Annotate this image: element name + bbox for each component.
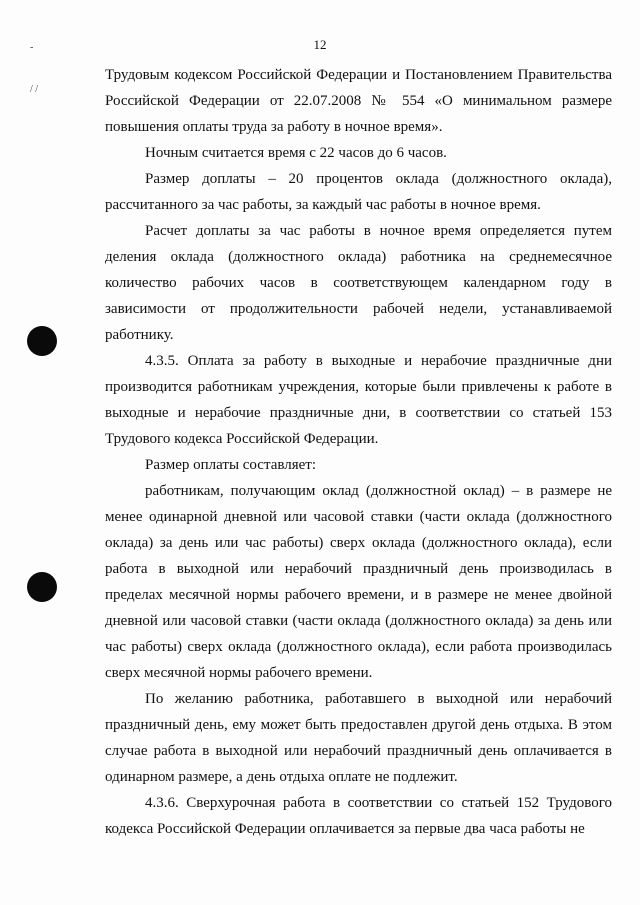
- paragraph-pay-size: Размер оплаты составляет:: [145, 457, 317, 473]
- paragraph-salaried-workers: работникам, получающим оклад (должностной оклад) – в размере не менее одинарной дневной или часовой ставки (части оклада (должностного оклада) за день или час работы) сверх оклада (должностного оклада), если работа в выходной или нерабочий праздничный день производилась в пределах месячной нормы рабочего времени, и в размере не менее двойной дневной или часовой ставки (части оклада (должностного оклада) за день или час работы) сверх оклада (должностного оклада), если работа производилась сверх месячной нормы рабочего времени.: [105, 483, 612, 681]
- paragraph-night-pay-size: Размер доплаты – 20 процентов оклада (должностного оклада), рассчитанного за час работы, за каждый час работы в ночное время.: [105, 171, 612, 213]
- scan-mark: -: [30, 42, 34, 53]
- paragraph-section-4-3-6: 4.3.6. Сверхурочная работа в соответствии со статьей 152 Трудового кодекса Российской Федерации оплачивается за первые два часа работы не: [105, 795, 612, 837]
- page-number: 12: [313, 37, 327, 52]
- paragraph-section-4-3-5: 4.3.5. Оплата за работу в выходные и нерабочие праздничные дни производится работникам учреждения, которые были привлечены к работе в выходные и нерабочие праздничные дни, в соответствии со статьей 153 Трудового кодекса Российской Федерации.: [105, 353, 612, 447]
- scan-mark: / /: [30, 84, 39, 95]
- paragraph-night-time: Ночным считается время с 22 часов до 6 часов.: [145, 145, 447, 161]
- paragraph-day-off-option: По желанию работника, работавшего в выходной или нерабочий праздничный день, ему может быть предоставлен другой день отдыха. В этом случае работа в выходной или нерабочий праздничный день оплачивается в одинарном размере, а день отдыха оплате не подлежит.: [105, 691, 612, 785]
- document-body: [105, 62, 612, 842]
- punch-hole: [27, 326, 57, 356]
- punch-hole: [27, 572, 57, 602]
- paragraph-continuation: Трудовым кодексом Российской Федерации и Постановлением Правительства Российской Федерации от 22.07.2008 № 554 «О минимальном размере повышения оплаты труда за работу в ночное время».: [105, 67, 612, 135]
- paragraph-night-pay-calculation: Расчет доплаты за час работы в ночное время определяется путем деления оклада (должностного оклада) работника на среднемесячное количество рабочих часов в соответствующем календарном году в зависимости от продолжительности рабочей недели, устанавливаемой работнику.: [105, 223, 612, 343]
